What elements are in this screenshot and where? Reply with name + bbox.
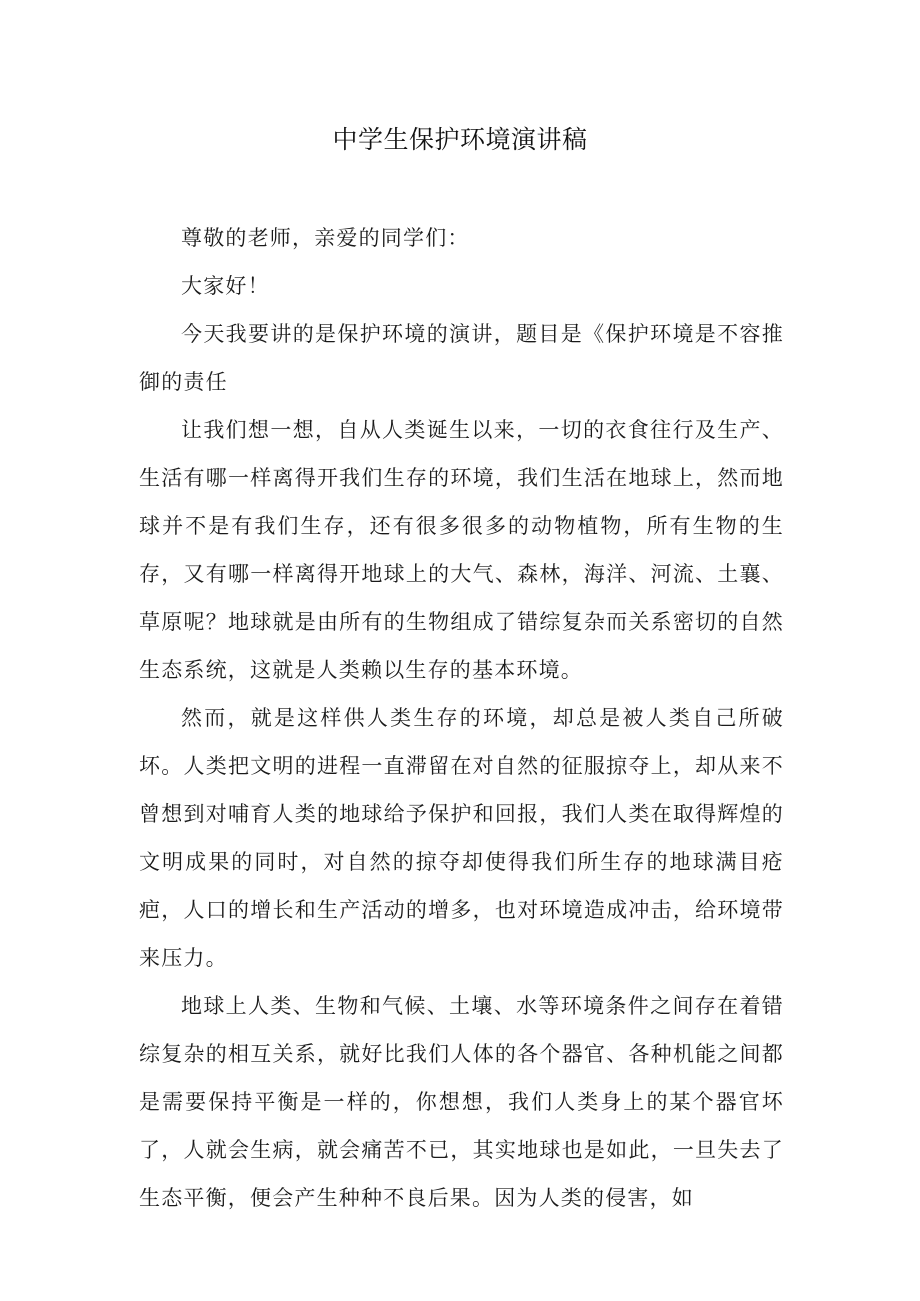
- document-title: 中学生保护环境演讲稿: [332, 125, 588, 154]
- body-paragraph: 然而，就是这样供人类生存的环境，却总是被人类自己所破坏。人类把文明的进程一直滞留在对自然的征服掠夺上，却从来不曾想到对哺育人类的地球给予保护和回报，我们人类在取得辉煌的文明成果的同时，对自然的掠夺却使得我们所生存的地球满目疮疤，人口的增长和生产活动的增多，也对环境造成冲击，给环境带来压力。: [139, 706, 784, 970]
- document-body: [139, 214, 784, 1222]
- body-paragraph: 地球上人类、生物和气候、土壤、水等环境条件之间存在着错综复杂的相互关系，就好比我们人体的各个器官、各种机能之间都是需要保持平衡是一样的，你想想，我们人类身上的某个器官坏了，人就会生病，就会痛苦不已，其实地球也是如此，一旦失去了生态平衡，便会产生种种不良后果。因为人类的侵害，如: [139, 994, 784, 1210]
- salutation-paragraph: 大家好！: [181, 274, 270, 298]
- intro-paragraph: 今天我要讲的是保护环境的演讲，题目是《保护环境是不容推御的责任: [139, 322, 784, 394]
- body-paragraph: 让我们想一想，自从人类诞生以来，一切的衣食往行及生产、生活有哪一样离得开我们生存的环境，我们生活在地球上，然而地球并不是有我们生存，还有很多很多的动物植物，所有生物的生存，又有哪一样离得开地球上的大气、森林，海洋、河流、土襄、草原呢？地球就是由所有的生物组成了错综复杂而关系密切的自然生态系统，这就是人类赖以生存的基本环境。: [139, 418, 784, 682]
- greeting-paragraph: 尊敬的老师，亲爱的同学们：: [181, 226, 470, 250]
